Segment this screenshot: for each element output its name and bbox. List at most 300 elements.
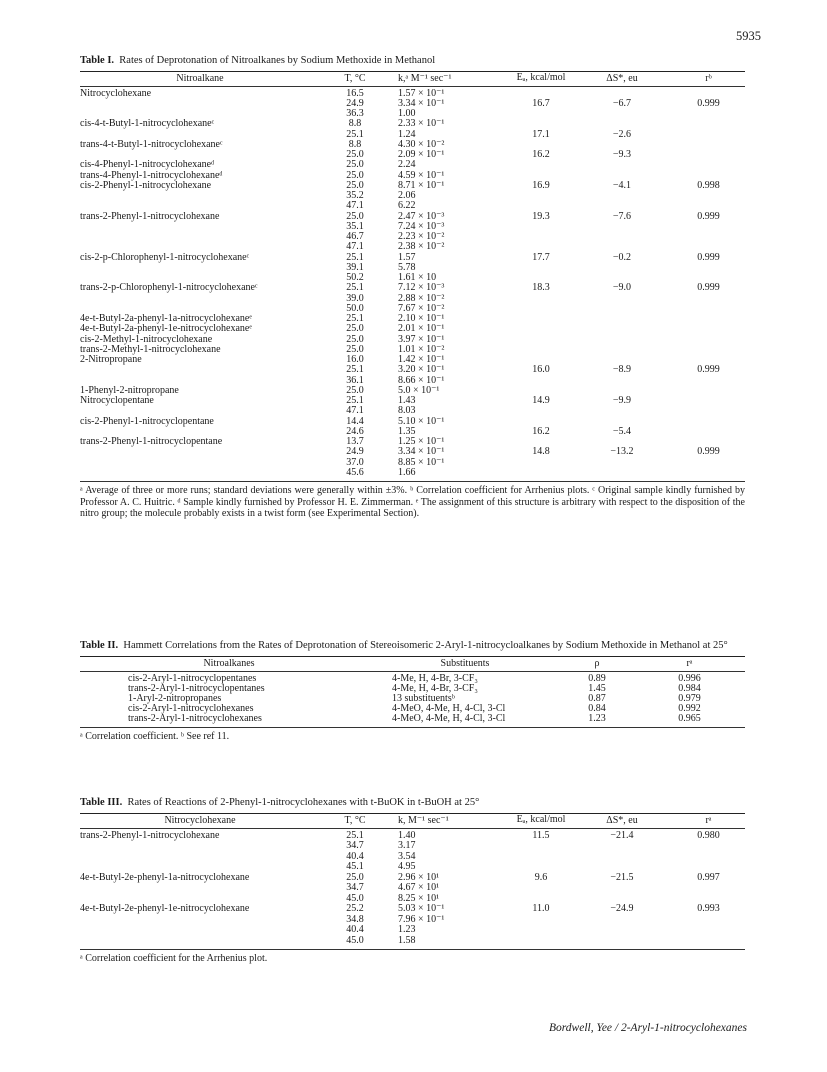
cell-nitrocyclohexane <box>80 936 320 947</box>
cell-nitroalkanes: trans-2-Aryl-1-nitrocyclohexanes <box>128 713 262 725</box>
cell-entropy <box>572 324 672 334</box>
cell-temperature: 25.0 <box>346 871 364 883</box>
cell-rate-constant: 1.40 <box>398 829 416 841</box>
cell-activation-energy <box>510 324 572 334</box>
cell-substituents: 4-MeO, 4-Me, H, 4-Cl, 3-Cl <box>392 703 506 715</box>
cell-entropy <box>572 862 672 873</box>
cell-rate-constant: 5.78 <box>398 261 416 273</box>
table-row <box>80 468 745 478</box>
cell-rate-constant: 5.03 × 10⁻¹ <box>398 903 445 914</box>
cell-nitroalkane <box>80 365 320 375</box>
cell-nitroalkane: 4e-t-Butyl-2a-phenyl-1e-nitrocyclohexaneᵉ <box>80 323 252 335</box>
cell-nitroalkane <box>80 222 320 232</box>
cell-correlation <box>672 324 745 334</box>
cell-entropy <box>572 852 672 863</box>
cell-activation-energy <box>510 862 572 873</box>
table-1-title: Rates of Deprotonation of Nitroalkanes by Sodium Methoxide in Methanol <box>119 55 436 66</box>
cell-temperature: 25.0 <box>346 384 364 396</box>
cell-temperature: 40.4 <box>346 924 364 935</box>
table-3-label: Table III. <box>80 797 123 808</box>
cell-temperature: 36.3 <box>346 108 364 119</box>
cell-temperature: 45.0 <box>346 892 364 904</box>
cell-temperature: 13.7 <box>346 436 364 447</box>
cell-nitroalkane: trans-2-Phenyl-1-nitrocyclopentane <box>80 436 223 447</box>
cell-correlation <box>672 191 745 201</box>
cell-correlation <box>672 376 745 386</box>
table-1 <box>80 55 745 520</box>
cell-nitroalkanes: trans-2-Aryl-1-nitrocyclopentanes <box>128 682 265 694</box>
cell-activation-energy <box>510 191 572 201</box>
cell-temperature: 25.2 <box>346 903 364 914</box>
cell-activation-energy: 18.3 <box>532 282 550 294</box>
cell-temperature: 25.1 <box>346 251 364 263</box>
cell-nitroalkane <box>80 232 320 242</box>
cell-temperature: 35.2 <box>346 190 364 201</box>
cell-correlation <box>672 242 745 252</box>
cell-nitroalkane: 2-Nitropropane <box>80 354 142 365</box>
table-row <box>80 324 745 334</box>
header-activation-energy: Eₐ, kcal/mol <box>516 72 566 83</box>
table-row <box>80 904 745 915</box>
cell-entropy <box>572 915 672 926</box>
cell-rate-constant: 1.25 × 10⁻¹ <box>398 436 445 447</box>
cell-correlation <box>672 222 745 232</box>
cell-correlation <box>672 232 745 242</box>
cell-temperature: 34.8 <box>346 913 364 925</box>
cell-temperature: 25.0 <box>346 210 364 222</box>
cell-rate-constant: 1.66 <box>398 466 416 478</box>
cell-activation-energy: 14.8 <box>532 446 550 458</box>
cell-temperature: 25.1 <box>346 829 364 841</box>
cell-nitroalkane: Nitrocyclopentane <box>80 395 154 406</box>
cell-activation-energy <box>510 222 572 232</box>
header-entropy: ΔS*, eu <box>606 72 638 84</box>
cell-nitroalkane <box>80 458 320 468</box>
cell-rate-constant: 2.23 × 10⁻² <box>398 231 445 242</box>
cell-activation-energy: 16.7 <box>532 97 550 109</box>
running-footer: Bordwell, Yee / 2-Aryl-1-nitrocyclohexanes <box>548 1022 747 1034</box>
cell-temperature: 45.0 <box>346 934 364 946</box>
cell-rate-constant: 3.20 × 10⁻¹ <box>398 364 445 376</box>
table-row <box>80 936 745 947</box>
cell-activation-energy <box>510 232 572 242</box>
cell-activation-energy: 16.0 <box>532 364 550 376</box>
cell-nitroalkane: trans-4-t-Butyl-1-nitrocyclohexaneᶜ <box>80 138 223 150</box>
cell-correlation <box>672 345 745 355</box>
cell-correlation: 0.999 <box>697 446 720 458</box>
table-3-caption <box>80 797 745 810</box>
cell-activation-energy: 14.9 <box>532 395 550 406</box>
cell-rate-constant: 3.97 × 10⁻¹ <box>398 333 445 345</box>
cell-correlation <box>672 862 745 873</box>
cell-correlation <box>672 150 745 160</box>
table-3-body <box>80 829 745 947</box>
cell-entropy: −2.6 <box>612 128 632 140</box>
cell-nitroalkane <box>80 447 320 457</box>
cell-nitroalkane <box>80 468 320 478</box>
cell-entropy <box>572 458 672 468</box>
cell-rate-constant: 3.34 × 10⁻¹ <box>398 446 445 458</box>
cell-temperature: 39.0 <box>346 292 364 304</box>
cell-nitroalkane <box>80 242 320 252</box>
cell-correlation <box>672 130 745 140</box>
cell-rho: 1.23 <box>588 713 606 725</box>
cell-rate-constant: 2.47 × 10⁻³ <box>398 210 445 222</box>
cell-correlation <box>672 335 745 345</box>
cell-nitroalkane <box>80 191 320 201</box>
cell-temperature: 25.0 <box>346 343 364 355</box>
cell-temperature: 50.2 <box>346 272 364 283</box>
cell-nitroalkane: cis-2-Methyl-1-nitrocyclohexane <box>80 333 213 345</box>
cell-correlation <box>672 406 745 416</box>
cell-temperature: 24.9 <box>346 446 364 458</box>
cell-entropy <box>572 841 672 852</box>
cell-rate-constant: 2.38 × 10⁻² <box>398 241 445 253</box>
cell-activation-energy: 9.6 <box>534 871 548 883</box>
table-1-caption <box>80 55 745 68</box>
cell-temperature: 25.0 <box>346 179 364 191</box>
cell-correlation <box>672 841 745 852</box>
cell-correlation: 0.999 <box>697 251 720 263</box>
cell-activation-energy <box>510 406 572 416</box>
cell-entropy: −7.6 <box>612 210 632 222</box>
cell-nitroalkane: Nitrocyclohexane <box>80 87 152 99</box>
header-entropy: ΔS*, eu <box>606 814 638 826</box>
cell-rate-constant: 8.03 <box>398 405 416 417</box>
cell-r: 0.979 <box>678 692 701 704</box>
cell-correlation <box>672 396 745 406</box>
cell-activation-energy <box>510 376 572 386</box>
cell-rate-constant: 2.06 <box>398 190 416 201</box>
cell-nitroalkane <box>80 294 320 304</box>
cell-nitrocyclohexane: trans-2-Phenyl-1-nitrocyclohexane <box>80 829 220 841</box>
cell-substituents: 4-Me, H, 4-Br, 3-CF₃ <box>392 682 478 694</box>
cell-correlation: 0.999 <box>697 282 720 294</box>
cell-temperature: 8.8 <box>348 118 362 130</box>
cell-rate-constant: 2.96 × 10¹ <box>398 871 440 883</box>
cell-activation-energy <box>510 294 572 304</box>
cell-temperature: 39.1 <box>346 261 364 273</box>
cell-correlation <box>672 883 745 894</box>
cell-substituents: 4-Me, H, 4-Br, 3-CF₃ <box>392 672 478 684</box>
cell-rate-constant: 5.0 × 10⁻¹ <box>398 384 440 396</box>
cell-rate-constant: 1.01 × 10⁻² <box>398 343 445 355</box>
cell-temperature: 14.4 <box>346 415 364 427</box>
cell-rate-constant: 2.09 × 10⁻¹ <box>398 149 445 160</box>
cell-activation-energy: 11.0 <box>532 903 550 914</box>
cell-rate-constant: 4.59 × 10⁻¹ <box>398 169 445 181</box>
cell-nitroalkanes: 1-Aryl-2-nitropropanes <box>128 692 222 704</box>
cell-activation-energy <box>510 936 572 947</box>
cell-rate-constant: 1.35 <box>398 425 416 437</box>
cell-nitroalkane: trans-2-p-Chlorophenyl-1-nitrocyclohexaneᶜ <box>80 282 258 294</box>
cell-activation-energy <box>510 345 572 355</box>
cell-correlation <box>672 263 745 273</box>
cell-temperature: 25.0 <box>346 333 364 345</box>
cell-temperature: 45.6 <box>346 466 364 478</box>
cell-nitroalkane: cis-2-Phenyl-1-nitrocyclopentane <box>80 415 214 427</box>
cell-temperature: 16.0 <box>346 354 364 365</box>
cell-correlation: 0.980 <box>697 829 720 841</box>
table-2-caption <box>80 640 745 653</box>
cell-correlation <box>672 386 745 396</box>
cell-temperature: 34.7 <box>346 882 364 893</box>
cell-temperature: 25.1 <box>346 282 364 294</box>
cell-entropy <box>572 242 672 252</box>
cell-entropy <box>572 160 672 170</box>
cell-correlation <box>672 119 745 129</box>
cell-substituents: 13 substituentsᵇ <box>392 692 455 704</box>
header-correlation: rᵃ <box>705 814 712 826</box>
cell-nitroalkane <box>80 263 320 273</box>
cell-nitrocyclohexane <box>80 883 320 894</box>
cell-activation-energy: 17.7 <box>532 251 550 263</box>
cell-activation-energy <box>510 201 572 211</box>
cell-activation-energy <box>510 242 572 252</box>
table-3 <box>80 797 745 965</box>
cell-rho: 0.87 <box>588 692 606 704</box>
cell-correlation <box>672 468 745 478</box>
cell-nitroalkane: trans-2-Phenyl-1-nitrocyclohexane <box>80 210 220 222</box>
cell-entropy: −5.4 <box>612 425 632 437</box>
cell-nitroalkanes: cis-2-Aryl-1-nitrocyclopentanes <box>128 672 257 684</box>
cell-temperature: 24.9 <box>346 97 364 109</box>
cell-rate-constant: 1.57 <box>398 251 416 263</box>
cell-correlation <box>672 925 745 936</box>
cell-activation-energy <box>510 109 572 119</box>
cell-activation-energy: 17.1 <box>532 128 550 140</box>
cell-temperature: 24.6 <box>346 425 364 437</box>
header-rate-constant: k, M⁻¹ sec⁻¹ <box>398 814 449 826</box>
cell-nitroalkane <box>80 201 320 211</box>
cell-correlation <box>672 160 745 170</box>
cell-temperature: 25.0 <box>346 323 364 335</box>
cell-rate-constant: 2.33 × 10⁻¹ <box>398 118 445 130</box>
cell-rate-constant: 3.17 <box>398 840 416 851</box>
cell-temperature: 47.1 <box>346 200 364 212</box>
header-rho: ρ <box>594 657 600 669</box>
cell-rate-constant: 7.24 × 10⁻³ <box>398 220 445 232</box>
cell-rate-constant: 3.34 × 10⁻¹ <box>398 97 445 109</box>
cell-nitroalkane: 4e-t-Butyl-2a-phenyl-1a-nitrocyclohexaneᵉ <box>80 313 252 324</box>
cell-temperature: 34.7 <box>346 840 364 851</box>
cell-rate-constant: 4.67 × 10¹ <box>398 882 440 893</box>
cell-nitroalkane: cis-4-Phenyl-1-nitrocyclohexaneᵈ <box>80 159 215 171</box>
cell-correlation <box>672 109 745 119</box>
cell-entropy: −13.2 <box>610 446 634 458</box>
cell-entropy <box>572 936 672 947</box>
cell-entropy <box>572 304 672 314</box>
cell-activation-energy <box>510 263 572 273</box>
cell-temperature: 47.1 <box>346 241 364 253</box>
cell-temperature: 46.7 <box>346 231 364 242</box>
cell-nitrocyclohexane <box>80 925 320 936</box>
cell-entropy <box>572 883 672 894</box>
cell-nitroalkane <box>80 406 320 416</box>
cell-r: 0.984 <box>678 682 701 694</box>
cell-rho: 1.45 <box>588 682 606 694</box>
cell-entropy <box>572 376 672 386</box>
cell-entropy <box>572 925 672 936</box>
cell-entropy <box>572 201 672 211</box>
table-row <box>80 201 745 211</box>
cell-nitroalkane: trans-2-Methyl-1-nitrocyclohexane <box>80 343 221 355</box>
cell-entropy: −4.1 <box>612 179 632 191</box>
cell-entropy <box>572 119 672 129</box>
cell-activation-energy <box>510 852 572 863</box>
cell-temperature: 25.0 <box>346 159 364 171</box>
cell-activation-energy <box>510 883 572 894</box>
cell-rate-constant: 7.96 × 10⁻¹ <box>398 913 445 925</box>
cell-rate-constant: 2.24 <box>398 159 416 171</box>
cell-correlation: 0.998 <box>697 179 720 191</box>
cell-temperature: 16.5 <box>346 87 364 99</box>
cell-entropy <box>572 222 672 232</box>
cell-activation-energy: 16.2 <box>532 149 550 160</box>
cell-correlation <box>672 201 745 211</box>
cell-entropy <box>572 468 672 478</box>
cell-correlation <box>672 458 745 468</box>
cell-temperature: 40.4 <box>346 850 364 862</box>
cell-nitrocyclohexane: 4e-t-Butyl-2e-phenyl-1e-nitrocyclohexane <box>80 903 250 914</box>
cell-rate-constant: 1.00 <box>398 108 416 119</box>
cell-temperature: 37.0 <box>346 456 364 468</box>
cell-rate-constant: 8.66 × 10⁻¹ <box>398 374 445 386</box>
table-row <box>80 242 745 252</box>
cell-correlation <box>672 852 745 863</box>
table-row <box>80 119 745 129</box>
table-1-body <box>80 87 745 479</box>
cell-temperature: 47.1 <box>346 405 364 417</box>
cell-rate-constant: 7.12 × 10⁻³ <box>398 282 445 294</box>
cell-r: 0.992 <box>678 703 701 715</box>
cell-activation-energy <box>510 335 572 345</box>
cell-nitroalkanes: cis-2-Aryl-1-nitrocyclohexanes <box>128 703 254 715</box>
cell-nitrocyclohexane <box>80 862 320 873</box>
cell-activation-energy <box>510 304 572 314</box>
table-3-footnote: ᵃ Correlation coefficient for the Arrhenius plot. <box>80 953 268 964</box>
cell-r: 0.996 <box>678 672 701 684</box>
cell-entropy <box>572 109 672 119</box>
cell-rho: 0.89 <box>588 672 606 684</box>
table-1-header <box>80 72 745 86</box>
cell-rate-constant: 7.67 × 10⁻² <box>398 302 445 314</box>
cell-activation-energy: 16.2 <box>532 425 550 437</box>
cell-correlation <box>672 304 745 314</box>
table-1-footnote: ᵃ Average of three or more runs; standard deviations were generally within ±3%. ᵇ Correlation coefficient for Arrhenius plots. ᶜ Original sample kindly furnished by Professor A. C. Huitric. ᵈ Sample kindly furnished by Professor H. E. Zimmerman. ᵉ The assignment of this structure is arbitrary with respect to the disposition of the nitro group; the molecule probably exists in a twist form (see Experimental Section). <box>80 485 745 519</box>
cell-activation-energy: 11.5 <box>532 829 550 841</box>
cell-activation-energy <box>510 915 572 926</box>
table-row <box>80 406 745 416</box>
cell-entropy <box>572 345 672 355</box>
table-row <box>80 447 745 457</box>
cell-temperature: 50.0 <box>346 302 364 314</box>
cell-correlation <box>672 417 745 427</box>
cell-correlation: 0.993 <box>697 903 720 914</box>
table-2-header <box>80 657 745 671</box>
cell-activation-energy: 16.9 <box>532 179 550 191</box>
cell-entropy: −21.4 <box>610 829 634 841</box>
cell-nitrocyclohexane: 4e-t-Butyl-2e-phenyl-1a-nitrocyclohexane <box>80 871 250 883</box>
cell-nitroalkane: cis-4-t-Butyl-1-nitrocyclohexaneᶜ <box>80 118 215 130</box>
cell-substituents: 4-MeO, 4-Me, H, 4-Cl, 3-Cl <box>392 713 506 725</box>
header-nitrocyclohexane: Nitrocyclohexane <box>164 814 236 826</box>
cell-temperature: 25.1 <box>346 395 364 406</box>
table-row <box>80 841 745 852</box>
cell-activation-energy <box>510 314 572 324</box>
cell-nitrocyclohexane <box>80 852 320 863</box>
cell-r: 0.965 <box>678 713 701 725</box>
cell-rate-constant: 1.24 <box>398 128 416 140</box>
header-substituents: Substituents <box>440 657 490 669</box>
cell-rate-constant: 2.88 × 10⁻² <box>398 292 445 304</box>
cell-correlation <box>672 314 745 324</box>
table-row <box>80 862 745 873</box>
cell-activation-energy <box>510 458 572 468</box>
cell-rate-constant: 1.58 <box>398 934 416 946</box>
cell-rate-constant: 1.23 <box>398 924 416 935</box>
table-3-title: Rates of Reactions of 2-Phenyl-1-nitrocyclohexanes with t-BuOK in t-BuOH at 25° <box>127 797 480 808</box>
header-r: rᵃ <box>686 657 693 669</box>
cell-correlation: 0.999 <box>697 210 720 222</box>
table-row <box>80 283 745 293</box>
header-correlation: rᵇ <box>705 72 712 84</box>
table-2-footnote: ᵃ Correlation coefficient. ᵇ See ref 11. <box>80 731 230 743</box>
cell-rate-constant: 5.10 × 10⁻¹ <box>398 415 445 427</box>
cell-nitroalkane: 1-Phenyl-2-nitropropane <box>80 384 179 396</box>
table-2 <box>80 640 745 743</box>
cell-entropy <box>572 314 672 324</box>
table-1-label: Table I. <box>80 55 115 66</box>
table-row <box>80 925 745 936</box>
cell-entropy: −9.0 <box>612 282 632 294</box>
table-2-title: Hammett Correlations from the Rates of Deprotonation of Stereoisomeric 2-Aryl-1-nitrocycloalkanes by Sodium Methoxide in Methanol at 25° <box>123 640 728 651</box>
cell-temperature: 8.8 <box>348 138 362 150</box>
cell-rate-constant: 8.71 × 10⁻¹ <box>398 179 445 191</box>
cell-entropy <box>572 406 672 416</box>
cell-rate-constant: 8.25 × 10¹ <box>398 892 440 904</box>
cell-correlation <box>672 140 745 150</box>
cell-rate-constant: 1.43 <box>398 395 416 406</box>
cell-correlation <box>672 936 745 947</box>
cell-rate-constant: 8.85 × 10⁻¹ <box>398 456 445 468</box>
cell-entropy <box>572 263 672 273</box>
table-row <box>80 160 745 170</box>
cell-correlation: 0.997 <box>697 871 720 883</box>
header-activation-energy: Eₐ, kcal/mol <box>516 814 566 825</box>
cell-activation-energy <box>510 160 572 170</box>
cell-entropy: −24.9 <box>610 903 634 914</box>
cell-nitroalkane: cis-2-Phenyl-1-nitrocyclohexane <box>80 179 212 191</box>
cell-activation-energy <box>510 925 572 936</box>
cell-temperature: 25.1 <box>346 313 364 324</box>
table-2-body <box>80 672 745 725</box>
header-nitroalkane: Nitroalkane <box>176 72 224 84</box>
cell-activation-energy <box>510 468 572 478</box>
cell-entropy <box>572 335 672 345</box>
table-row <box>80 714 745 724</box>
cell-correlation: 0.999 <box>697 97 720 109</box>
cell-entropy: −6.7 <box>612 97 632 109</box>
cell-temperature: 36.1 <box>346 374 364 386</box>
cell-rate-constant: 3.54 <box>398 850 416 862</box>
cell-temperature: 25.1 <box>346 128 364 140</box>
header-temperature: T, °C <box>344 72 366 84</box>
cell-correlation <box>672 915 745 926</box>
header-temperature: T, °C <box>344 814 366 826</box>
cell-nitroalkane: trans-4-Phenyl-1-nitrocyclohexaneᵈ <box>80 169 223 181</box>
cell-nitroalkane: cis-2-p-Chlorophenyl-1-nitrocyclohexaneᶜ <box>80 251 250 263</box>
